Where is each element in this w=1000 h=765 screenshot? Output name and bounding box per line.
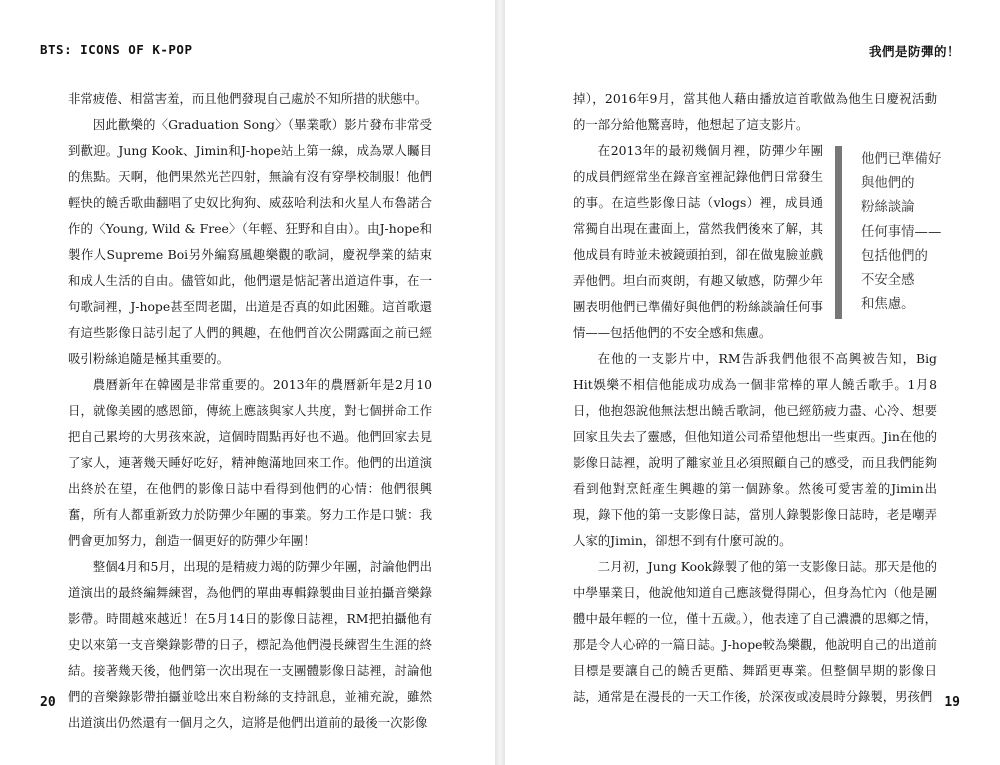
pull-quote-line: 他們已準備好	[861, 152, 942, 167]
pull-quote	[835, 146, 973, 319]
gutter	[495, 0, 505, 765]
pull-quote-line: 粉絲談論	[861, 200, 915, 216]
right-page	[505, 0, 1000, 765]
page-number: 20	[40, 695, 56, 710]
running-head: 我們是防彈的！	[868, 44, 960, 59]
running-head: BTS: ICONS OF K-POP	[40, 42, 193, 57]
paragraph: 二月初，Jung Kook錄製了他的第一支影像日誌。那天是他的中學畢業日，他說他知道自己應該覺得開心，但身為忙內（他是團體中最年輕的一位，僅十五歲。），他表達了自己濃濃的思鄉之情，那是令人心碎的一篇日誌。J-hope較為樂觀，他說明自己的出道前目標是要讓自己的饒舌更酷、舞蹈更專業。但整個早期的影像日誌，通常是在漫長的一天工作後，於深夜或凌晨時分錄製，男孩們	[573, 559, 937, 704]
paragraph: 農曆新年在韓國是非常重要的。2013年的農曆新年是2月10日，就像美國的感恩節，傳統上應該與家人共度，對七個拼命工作把自己累垮的大男孩來說，這個時間點再好也不過。他們回家去見了家人，連著幾天睡好吃好，精神飽滿地回來工作。他們的出道演出終於在望，在他們的影像日誌中看得到他們的心情：他們很興奮，所有人都重新致力於防彈少年團的事業。努力工作是口號：我們會更加努力，創造一個更好的防彈少年團！	[68, 377, 432, 548]
left-page	[0, 0, 495, 765]
paragraph: 在2013年的最初幾個月裡，防彈少年團的成員們經常坐在錄音室裡記錄他們日常發生的事。在這些影像日誌（vlogs）裡，成員通常獨自出現在畫面上，當然我們後來了解，其他成員有時並未被鏡頭拍到，卻在做鬼臉並戲弄他們。坦白而爽朗，有趣又敏感，防彈少年團表明他們已準備好與他們的粉絲談論任何事情——包括他們的不安全感和焦慮。	[573, 143, 823, 340]
pull-quote-line: 任何事情——	[861, 224, 942, 240]
paragraph: 在他的一支影片中，RM告訴我們他很不高興被告知，Big Hit娛樂不相信他能成功成為一個非常棒的單人饒舌歌手。1月8日，他抱怨說他無法想出饒舌歌詞，他已經筋疲力盡、心冷、想要回家且失去了靈感，但他知道公司希望他想出一些東西。Jin在他的影像日誌裡，說明了離家並且必須照顧自己的感受，而且我們能夠看到他對烹飪產生興趣的第一個跡象。然後可愛害羞的Jimin出現，錄下他的第一支影像日誌，當別人錄製影像日誌時，老是嘲弄人家的Jimin，卻想不到有什麼可說的。	[573, 351, 937, 548]
page-number: 19	[944, 695, 960, 710]
pull-quote-line: 不安全感	[861, 273, 915, 289]
pull-quote-line: 與他們的	[861, 176, 915, 192]
pull-quote-line: 和焦慮。	[861, 297, 915, 313]
paragraph: 非常疲倦、相當害羞，而且他們發現自己處於不知所措的狀態中。	[68, 91, 428, 106]
paragraph: 整個4月和5月，出現的是精疲力竭的防彈少年團，討論他們出道演出的最終編舞練習，為他們的單曲專輯錄製曲目並拍攝音樂錄影帶。時間越來越近！在5月14日的影像日誌裡，RM把拍攝他有史以來第一支音樂錄影帶的日子，標記為他們漫長練習生生涯的終結。接著幾天後，他們第一次出現在一支團體影像日誌裡，討論他們的音樂錄影帶拍攝並唸出來自粉絲的支持訊息，並補充說，雖然出道演出仍然還有一個月之久，這將是他們出道前的最後一次影像	[68, 559, 432, 730]
paragraph: 因此歡樂的〈Graduation Song〉（畢業歌）影片發布非常受到歡迎。Jung Kook、Jimin和J-hope站上第一線，成為眾人矚目的焦點。天啊，他們果然光芒四射，無論有沒有穿學校制服！他們輕快的饒舌歌曲翻唱了史奴比狗狗、威茲哈利法和火星人布魯諾合作的〈Young, Wild & Free〉（年輕、狂野和自由）。由J-hope和製作人Supreme Boi另外編寫風趣樂觀的歌詞，慶祝學業的結束和成人生活的自由。儘管如此，他們還是惦記著出道這件事，在一句歌詞裡，J-hope甚至問老闆，出道是否真的如此困難。這首歌還有這些影像日誌引起了人們的興趣，在他們首次公開露面之前已經吸引粉絲追隨是極其重要的。	[68, 117, 432, 366]
pull-quote-line: 包括他們的	[861, 248, 928, 264]
paragraph: 掉），2016年9月，當其他人藉由播放這首歌做為他生日慶祝活動的一部分給他驚喜時，他想起了這支影片。	[573, 91, 937, 132]
body-text	[68, 86, 432, 736]
